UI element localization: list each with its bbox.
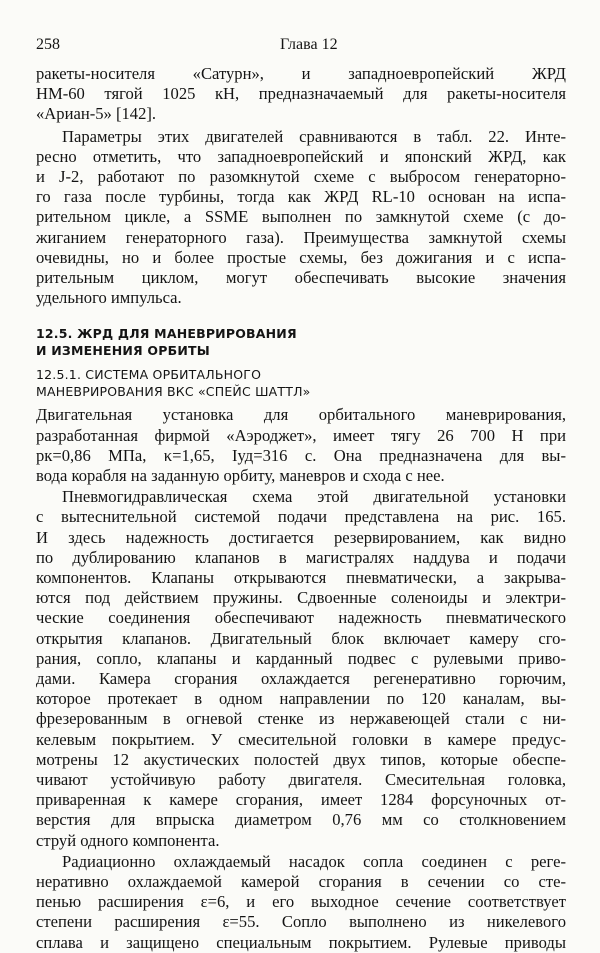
text-line: го газа после турбины, тогда как ЖРД RL-10 основан на испа- <box>36 187 566 207</box>
section-heading: 12.5. ЖРД ДЛЯ МАНЕВРИРОВАНИЯ <box>36 326 297 342</box>
page-number: 258 <box>36 36 60 53</box>
text-line: вода корабля на заданную орбиту, маневров и схода с нее. <box>36 466 445 485</box>
text-line: Пневмогидравлическая схема этой двигательной установки <box>62 487 566 507</box>
text-line: и J-2, работают по разомкнутой схеме с выбросом генераторно- <box>36 167 566 186</box>
text-line: разработанная фирмой «Аэроджет», имеет тягу 26 700 Н при <box>36 425 566 445</box>
text-line: рительным циклом, могут обеспечивать высокие значения <box>36 268 566 287</box>
text-line: струй одного компонента. <box>36 830 220 850</box>
text-line: Радиационно охлаждаемый насадок сопла соединен с реге- <box>62 851 566 871</box>
text-line: ресно отметить, что западноевропейский и японский ЖРД, как <box>36 146 566 166</box>
subsection-heading: 12.5.1. СИСТЕМА ОРБИТАЛЬНОГО <box>36 367 262 383</box>
text-line: приваренная к камере сгорания, имеет 1284 форсуночных от- <box>36 790 566 810</box>
text-line: неративно охлаждаемой камерой сгорания в сечении со сте- <box>36 872 566 891</box>
text-line: пенью расширения ε=6, и его выходное сечение соответствует <box>36 892 566 912</box>
text-line: по дублированию клапанов в магистралях наддува и подачи <box>36 547 566 567</box>
text-line: ракеты-носителя «Сатурн», и западноевропейский ЖРД <box>36 64 566 83</box>
text-line: рительном цикле, а SSME выполнен по замкнутой схеме (с до- <box>36 207 566 227</box>
text-line: НМ-60 тягой 1025 кН, предназначаемый для ракеты-носителя <box>36 84 566 104</box>
text-line: «Ариан-5» [142]. <box>36 104 157 124</box>
text-line: дами. Камера сгорания охлаждается регенеративно горючим, <box>36 669 566 688</box>
running-header: Глава 12 <box>280 36 338 53</box>
text-line: верстия для впрыска диаметром 0,76 мм со столкновением <box>36 810 566 830</box>
text-line: удельного импульса. <box>36 288 182 308</box>
text-line: очевидны, но и более простые схемы, без дожигания и с испа- <box>36 247 566 267</box>
text-line: сплава и защищено специальным покрытием. Рулевые приводы <box>36 932 566 952</box>
text-line: Параметры этих двигателей сравниваются в табл. 22. Инте- <box>62 126 566 146</box>
text-line: с вытеснительной системой подачи представлена на рис. 165. <box>36 507 566 527</box>
text-line: pк=0,86 МПа, κ=1,65, Iуд=316 с. Она предназначена для вы- <box>36 445 566 465</box>
subsection-heading: МАНЕВРИРОВАНИЯ ВКС «СПЕЙС ШАТТЛ» <box>36 384 311 400</box>
section-heading: И ИЗМЕНЕНИЯ ОРБИТЫ <box>36 343 210 359</box>
text-line: компонентов. Клапаны открываются пневматически, а закрыва- <box>36 568 566 587</box>
text-line: ются под действием пружины. Сдвоенные соленоиды и электри- <box>36 588 566 608</box>
text-line: жиганием генераторного газа). Преимущества замкнутой схемы <box>36 227 566 247</box>
text-line: И здесь надежность достигается резервированием, как видно <box>36 527 566 547</box>
text-line: которое протекает в одном направлении по 120 каналам, вы- <box>36 689 566 709</box>
text-line: ческие соединения обеспечивают надежность пневматического <box>36 608 566 628</box>
text-line: Двигательная установка для орбитального маневрирования, <box>36 405 566 425</box>
text-line: открытия клапанов. Двигательный блок включает камеру сго- <box>36 628 566 648</box>
text-line: мотрены 12 акустических полостей двух типов, которые обеспе- <box>36 749 566 769</box>
text-line: келевым покрытием. У смесительной головки в камере предус- <box>36 729 566 749</box>
text-line: степени расширения ε=55. Сопло выполнено из никелевого <box>36 912 566 932</box>
text-line: чивают устойчивую работу двигателя. Смесительная головка, <box>36 770 566 789</box>
text-line: фрезерованным в огневой стенке из нержавеющей стали с ни- <box>36 709 566 729</box>
text-line: рания, сопло, клапаны и карданный подвес с рулевыми приво- <box>36 648 566 668</box>
